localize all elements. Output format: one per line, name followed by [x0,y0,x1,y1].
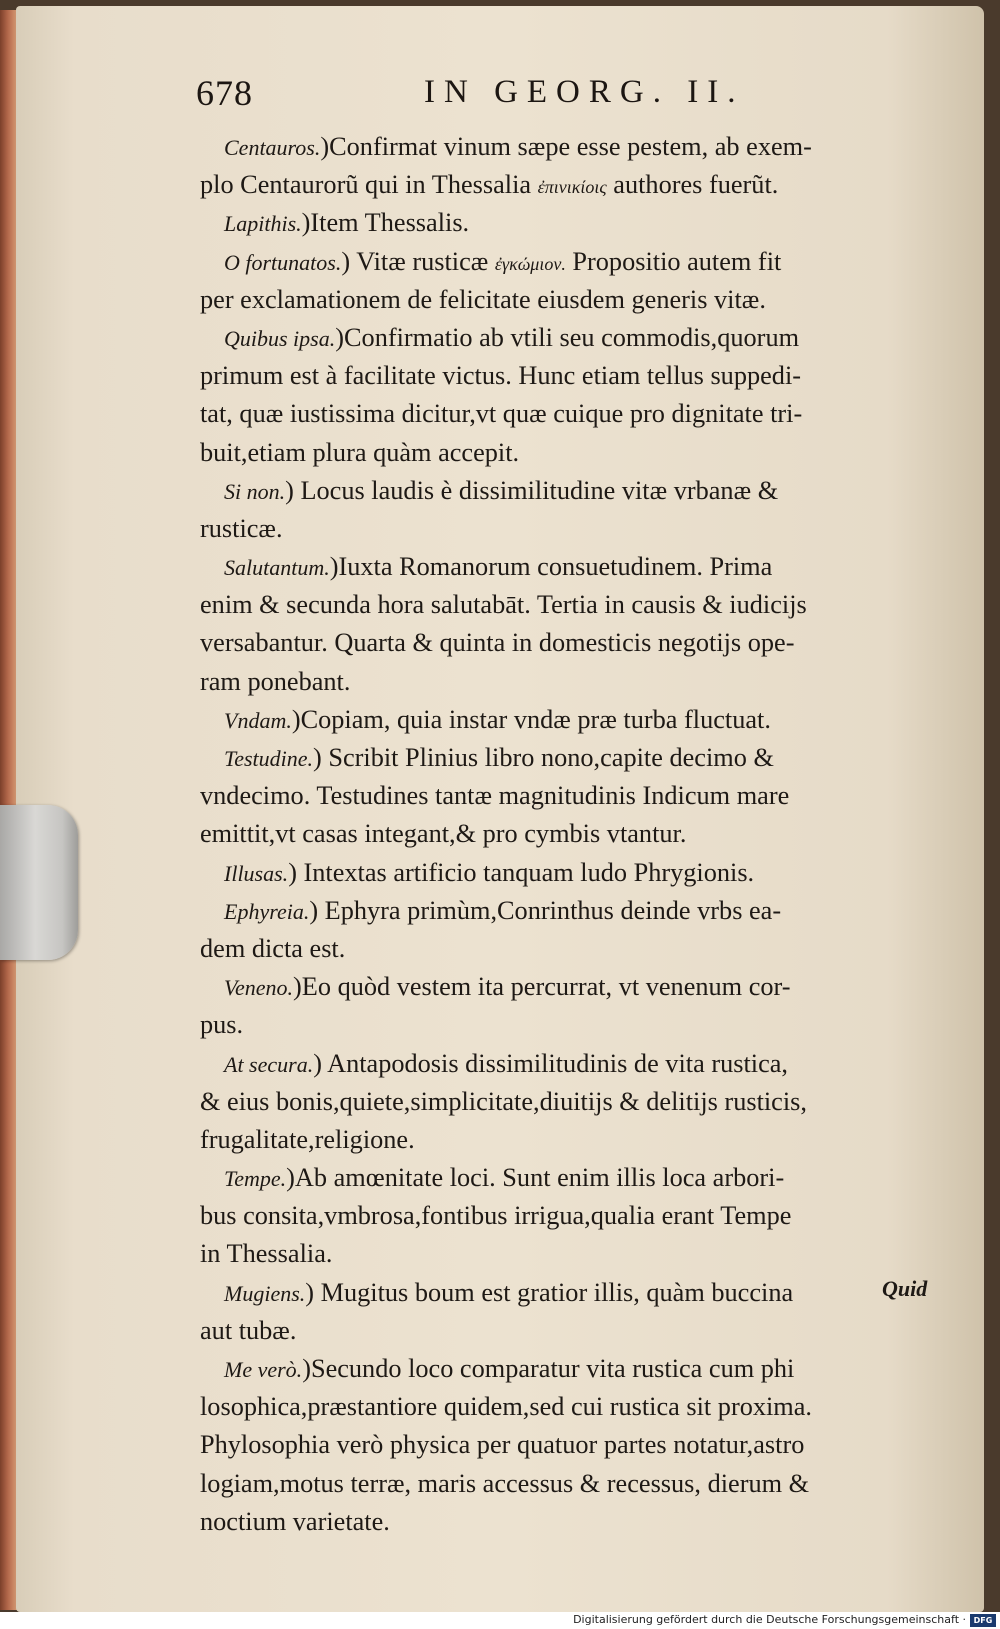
text-line [200,357,940,395]
lemma: O fortunatos. [224,249,342,275]
lemma: Si non. [224,478,286,504]
text-line [200,1083,940,1121]
line-text: )Confirmatio ab vtili seu commodis,quorum [335,322,800,352]
text-line [200,1006,940,1044]
line-text: frugalitate,religione. [200,1124,415,1154]
line-text: enim & secunda hora salutabāt. Tertia in causis & iudicijs [200,590,807,620]
line-text: logiam,motus terræ, maris accessus & recessus, dierum & [200,1468,810,1498]
line-text: noctium varietate. [200,1506,390,1536]
lemma: Quibus ipsa. [224,325,336,351]
commentary-entry [200,548,940,586]
page-number: 678 [196,73,253,113]
line-text: ram ponebant. [200,666,351,696]
line-text: ) Mugitus boum est gratior illis, quàm buccina [305,1277,794,1307]
text-line [200,1426,940,1464]
line-text: ) Scribit Plinius libro nono,capite decimo & [313,743,774,772]
line-text: authores fuerũt. [613,170,779,200]
lemma: Centauros. [224,135,321,160]
line-text: )Iuxta Romanorum consuetudinem. Prima [329,552,773,582]
text-line [200,1121,940,1159]
text-line [200,1465,940,1503]
greek-word: ἐγκώμιον. [494,253,566,274]
text-line [200,1388,940,1426]
line-text: versabantur. Quarta & quinta in domesticis negotijs ope- [200,628,795,658]
line-text: )Eo quòd vestem ita percurrat, vt venenum cor- [293,972,791,1002]
commentary-entry [200,472,940,510]
line-text: ) Locus laudis è dissimilitudine vitæ vrbanæ & [285,475,779,505]
commentary-entry [200,892,940,930]
line-text: ) Vitæ rusticæ [341,246,489,276]
line-text: losophica,præstantiore quidem,sed cui rustica sit proxima. [200,1392,813,1422]
page-clip [0,805,78,960]
text-line [200,663,940,701]
commentary-entry [200,1159,940,1197]
commentary-entry [200,204,940,242]
lemma: Illusas. [224,860,289,886]
line-text: per exclamationem de felicitate eiusdem generis vitæ. [200,284,766,314]
line-text: aut tubæ. [200,1315,297,1345]
line-text: dem dicta est. [200,933,346,963]
lemma: Me verò. [224,1357,303,1382]
text-line [200,1312,940,1350]
lemma: Testudine. [224,746,314,771]
commentary-entry [200,854,940,892]
line-text: buit,etiam plura quàm accepit. [200,437,520,467]
text-line [200,1235,940,1273]
lemma: Veneno. [224,975,294,1001]
text-line [200,930,940,968]
greek-word: ἐπινικίοις [537,177,607,198]
commentary-entry [200,319,940,357]
line-text: ) Antapodosis dissimilitudinis de vita rustica, [313,1048,788,1078]
line-text: rusticæ. [200,513,283,543]
line-text: ) Intextas artificio tanquam ludo Phrygionis. [288,857,755,887]
commentary-entry [200,968,940,1006]
text-line [200,395,940,433]
text-line [200,510,940,548]
line-text: vndecimo. Testudines tantæ magnitudinis Indicum mare [200,781,790,811]
lemma: Ephyreia. [224,898,310,924]
running-head: IN GEORG. II. [424,74,745,110]
commentary-entry [200,128,940,166]
catchword: Quid [882,1276,928,1301]
line-text: pus. [200,1010,244,1040]
line-text: primum est à facilitate victus. Hunc etiam tellus suppedi- [200,361,802,391]
lemma: Mugiens. [224,1280,306,1306]
text-line [200,815,940,853]
dfg-logo: DFG [970,1614,996,1627]
commentary-entry [200,1274,940,1312]
text-line [200,434,940,472]
commentary-text [200,128,940,1541]
lemma: At secura. [224,1051,314,1077]
line-text: emittit,vt casas integant,& pro cymbis vtantur. [200,819,687,849]
line-text: Propositio autem fit [572,246,782,276]
line-text: Phylosophia verò physica per quatuor partes notatur,astro [200,1430,805,1460]
text-line [200,166,940,204]
line-text: & eius bonis,quiete,simplicitate,diuitijs & delitijs rusticis, [200,1086,807,1116]
commentary-entry [200,739,940,777]
commentary-entry [200,1350,940,1388]
text-line [200,586,940,624]
line-text: )Confirmat vinum sæpe esse pestem, ab exem- [320,132,812,161]
lemma: Vndam. [224,707,292,733]
lemma: Lapithis. [224,211,302,237]
page-header [196,72,796,122]
line-text: plo Centaurorũ qui in Thessalia [200,170,532,200]
line-text: tat, quæ iustissima dicitur,vt quæ cuique pro dignitate tri- [200,399,803,429]
commentary-entry [200,243,940,281]
commentary-entry [200,1045,940,1083]
text-line [200,624,940,662]
commentary-entry [200,701,940,739]
text-line [200,1503,940,1541]
footer-credit: Digitalisierung gefördert durch die Deutsche Forschungsgemeinschaft · [573,1613,966,1626]
line-text: bus consita,vmbrosa,fontibus irrigua,qualia erant Tempe [200,1201,792,1231]
line-text: )Item Thessalis. [301,208,470,238]
line-text: in Thessalia. [200,1239,333,1269]
line-text: ) Ephyra primùm,Conrinthus deinde vrbs ea- [309,895,782,925]
line-text: )Secundo loco comparatur vita rustica cum phi [302,1354,795,1383]
lemma: Salutantum. [224,555,330,581]
line-text: )Ab amœnitate loci. Sunt enim illis loca arbori- [286,1163,785,1193]
text-line [200,777,940,815]
line-text: )Copiam, quia instar vndæ præ turba fluctuat. [291,704,771,734]
text-line [200,281,940,319]
lemma: Tempe. [224,1166,287,1192]
text-line [200,1197,940,1235]
